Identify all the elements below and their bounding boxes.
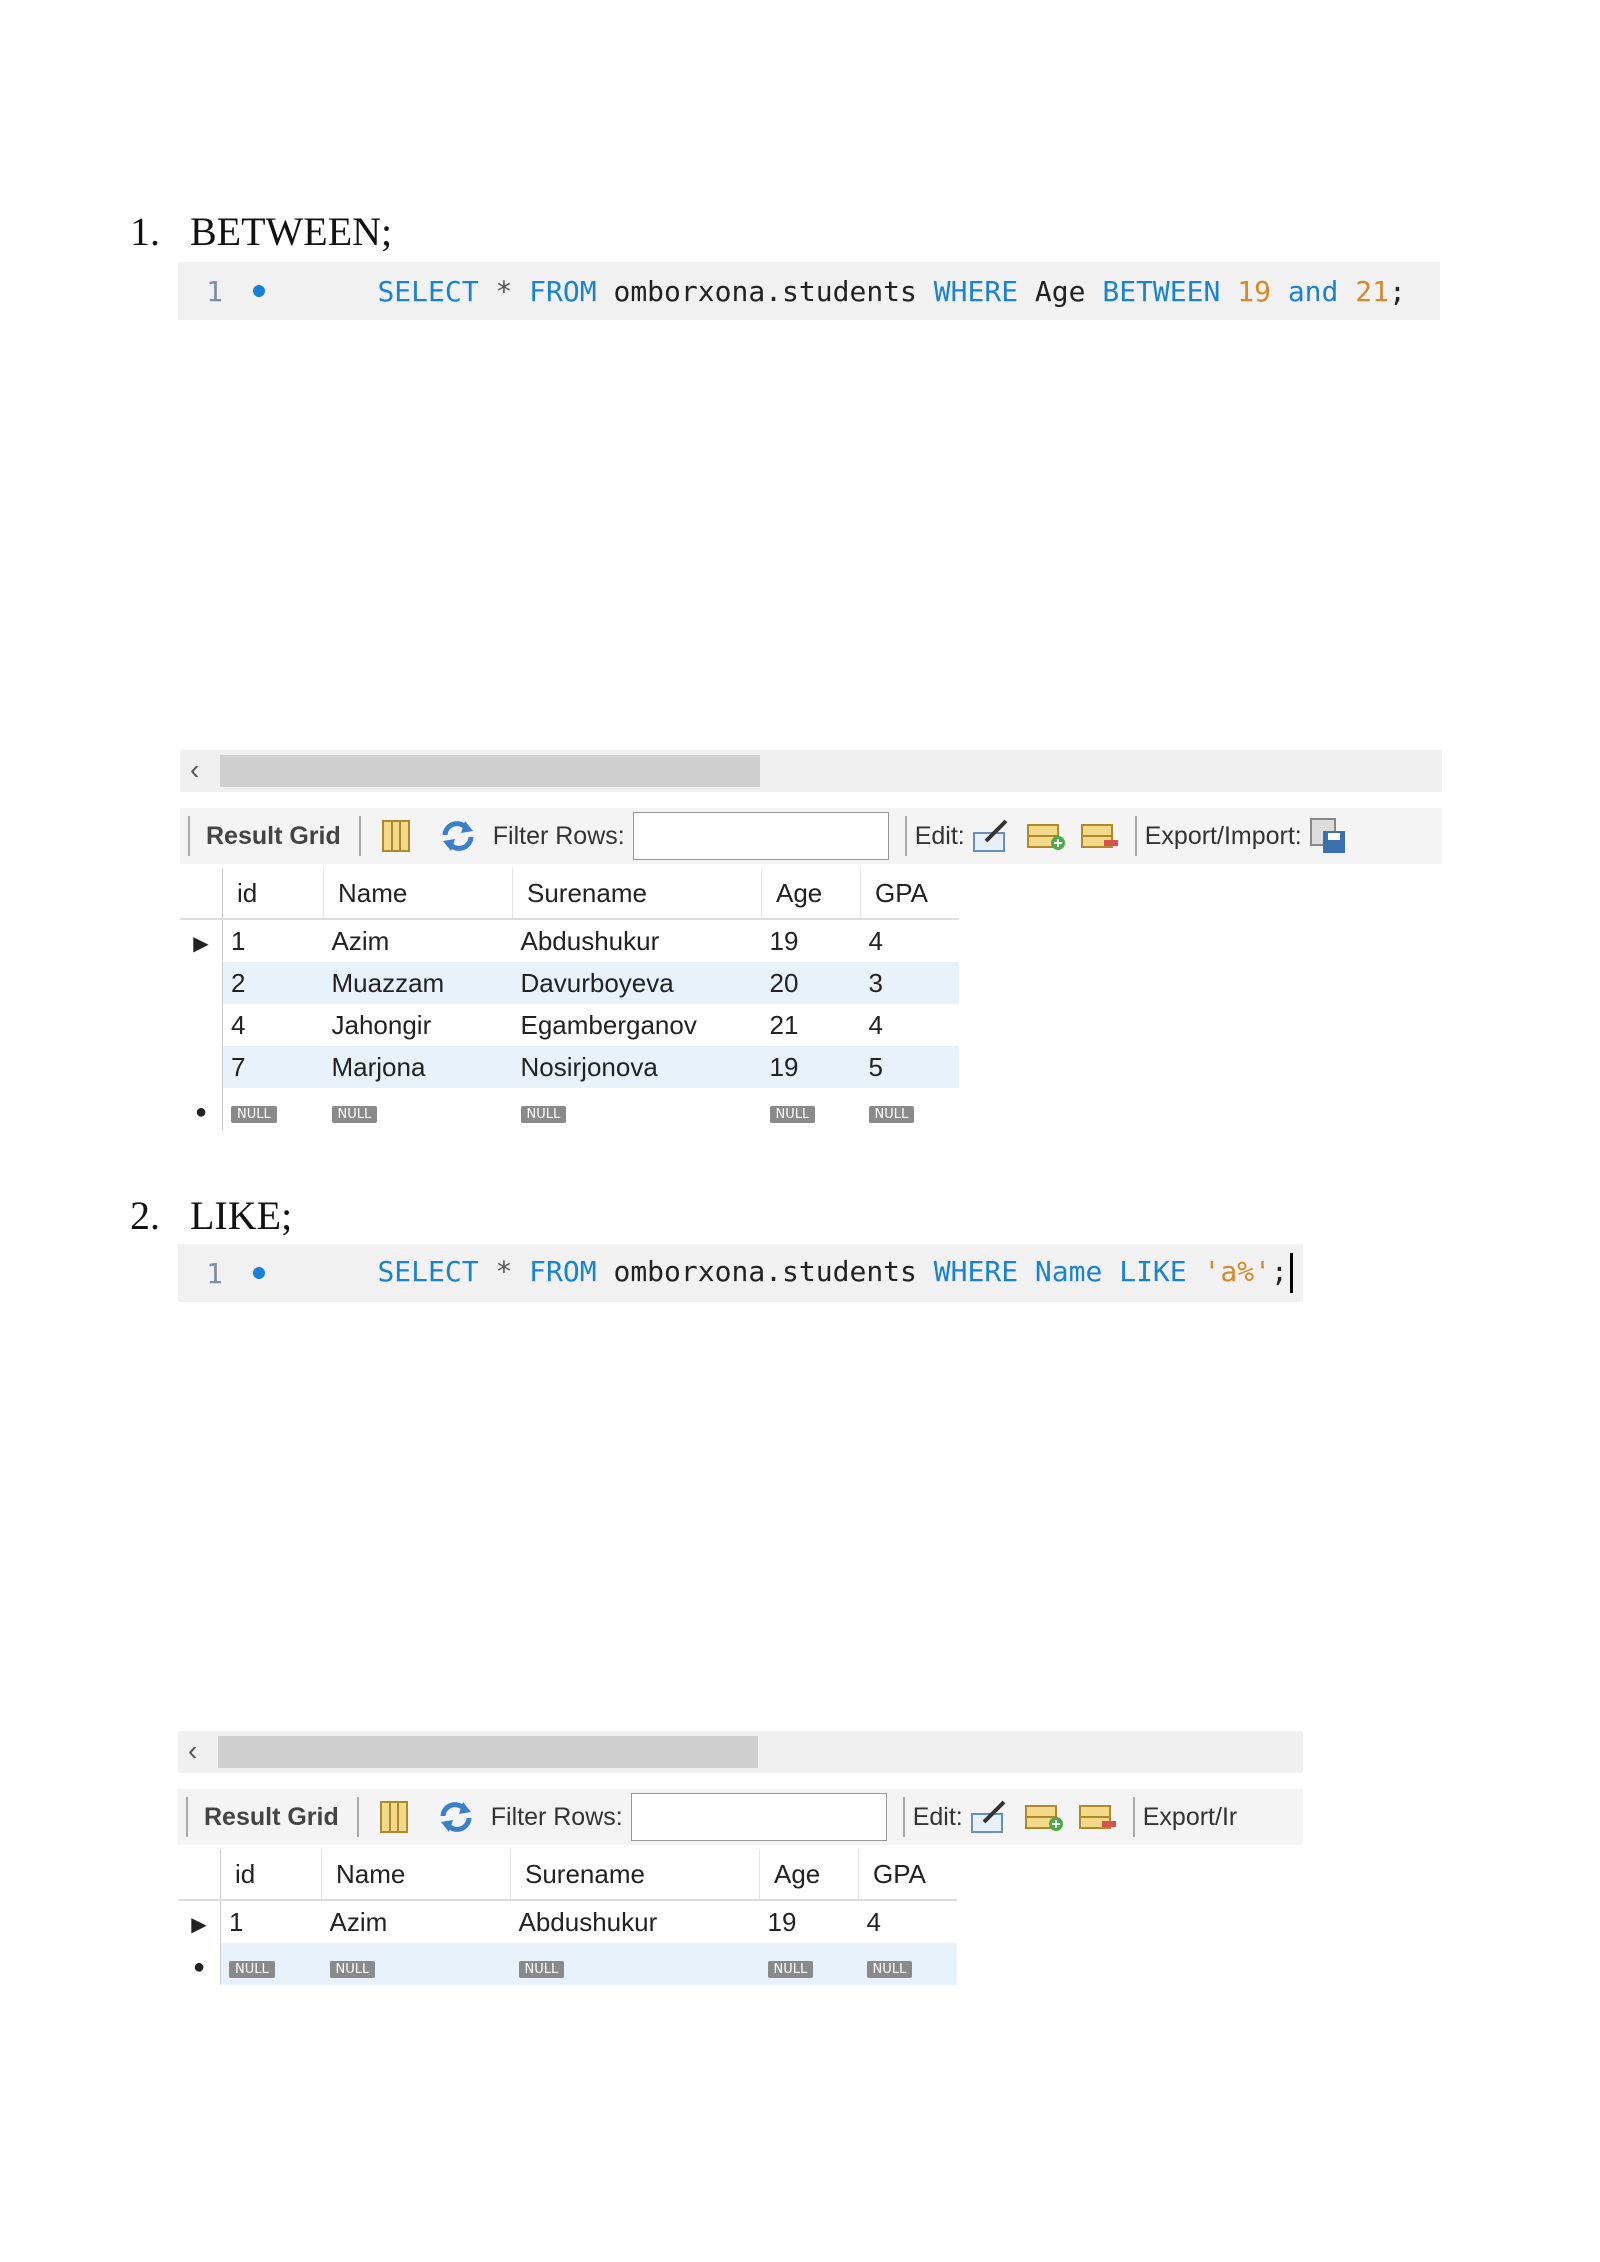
- filter-rows-label: Filter Rows:: [490, 1802, 623, 1831]
- cell-surename[interactable]: Abdushukur: [520, 925, 660, 956]
- sql-keyword: BETWEEN: [1102, 274, 1221, 308]
- current-row-icon: ▶: [180, 919, 223, 962]
- result-toolbar: [178, 1789, 1303, 1845]
- sql-number: 21: [1338, 274, 1389, 308]
- sql-semicolon: ;: [1388, 274, 1406, 308]
- cell-null[interactable]: [324, 1088, 513, 1130]
- heading-text: BETWEEN;: [190, 209, 393, 254]
- cell-surename[interactable]: Davurboyeva: [513, 962, 762, 1004]
- execution-dot-icon: [253, 285, 265, 297]
- cell-null[interactable]: [322, 1943, 511, 1985]
- cell-id[interactable]: 7: [223, 1046, 324, 1088]
- table-row[interactable]: [180, 919, 959, 962]
- column-header-age[interactable]: Age: [760, 1849, 859, 1900]
- column-header-id[interactable]: id: [221, 1849, 322, 1900]
- new-row[interactable]: [178, 1943, 957, 1985]
- filter-rows-label: Filter Rows:: [492, 821, 625, 850]
- list-number: 2.: [130, 1193, 160, 1238]
- edit-label: Edit:: [914, 821, 965, 850]
- cell-name[interactable]: Azim: [331, 925, 390, 956]
- cell-surename[interactable]: Nosirjonova: [513, 1046, 762, 1088]
- cell-gpa[interactable]: 4: [868, 925, 883, 956]
- column-header-surename[interactable]: Surename: [513, 868, 762, 919]
- sql-space: [1187, 1255, 1204, 1288]
- table-header-row: [178, 1849, 957, 1900]
- execution-dot-icon: [253, 1267, 265, 1279]
- delete-row-icon[interactable]: [1079, 816, 1121, 856]
- line-number: 1: [206, 274, 223, 308]
- column-header-name[interactable]: Name: [322, 1849, 511, 1900]
- list-number: 1.: [130, 209, 160, 254]
- line-number: 1: [206, 1256, 223, 1290]
- column-header-gpa[interactable]: GPA: [861, 868, 960, 919]
- refresh-icon[interactable]: [435, 1797, 477, 1837]
- scroll-thumb[interactable]: [220, 755, 760, 787]
- cell-gpa[interactable]: 5: [861, 1046, 960, 1088]
- column-header-age[interactable]: Age: [762, 868, 861, 919]
- table-row[interactable]: [180, 1046, 959, 1088]
- table-row[interactable]: [180, 962, 959, 1004]
- null-badge: NULL: [332, 1106, 378, 1123]
- text-cursor: [1290, 1253, 1293, 1293]
- grid-toggle-icon[interactable]: [375, 816, 417, 856]
- null-badge: NULL: [768, 1961, 814, 1978]
- sql-operator: *: [478, 274, 530, 308]
- row-gutter: [180, 1046, 223, 1088]
- new-row-icon: ●: [180, 1088, 223, 1130]
- result-grid-tab[interactable]: Result Grid: [206, 821, 341, 850]
- sql-identifier: omborxona.students: [596, 1255, 934, 1288]
- cell-null[interactable]: [859, 1943, 958, 1985]
- grid-toggle-icon[interactable]: [373, 1797, 415, 1837]
- export-import-label: Export/Ir: [1142, 1802, 1238, 1831]
- divider: [359, 816, 361, 856]
- horizontal-scrollbar[interactable]: [178, 1731, 1303, 1773]
- result-grid-tab[interactable]: Result Grid: [204, 1802, 339, 1831]
- delete-row-icon[interactable]: [1077, 1797, 1119, 1837]
- cell-name[interactable]: Azim: [329, 1906, 388, 1937]
- divider: [905, 816, 907, 856]
- cell-null[interactable]: [513, 1088, 762, 1130]
- cell-id[interactable]: 1: [229, 1906, 244, 1937]
- null-badge: NULL: [231, 1106, 277, 1123]
- edit-row-icon[interactable]: [969, 1797, 1011, 1837]
- result-table: [178, 1849, 957, 1985]
- column-header-surename[interactable]: Surename: [511, 1849, 760, 1900]
- sql-code: [310, 1220, 1293, 1326]
- new-row[interactable]: [180, 1088, 959, 1130]
- filter-rows-input[interactable]: [631, 1793, 887, 1841]
- sql-keyword: and: [1287, 274, 1339, 308]
- cell-age[interactable]: 19: [762, 1046, 861, 1088]
- sql-keyword: LIKE: [1119, 1255, 1187, 1288]
- refresh-icon[interactable]: [437, 816, 479, 856]
- cell-null[interactable]: [221, 1943, 322, 1985]
- scroll-left-icon[interactable]: ‹: [190, 754, 200, 785]
- cell-age[interactable]: 19: [767, 1906, 797, 1937]
- sql-identifier: omborxona.students: [596, 274, 934, 308]
- cell-null[interactable]: [760, 1943, 859, 1985]
- add-row-icon[interactable]: [1025, 816, 1067, 856]
- result-toolbar: [180, 808, 1442, 864]
- row-gutter: [180, 1004, 223, 1046]
- add-row-icon[interactable]: [1023, 1797, 1065, 1837]
- sql-keyword: WHERE: [933, 1255, 1019, 1288]
- cell-id[interactable]: 2: [223, 962, 324, 1004]
- table-row[interactable]: [178, 1900, 957, 1943]
- sql-column: Name: [1018, 1255, 1120, 1288]
- null-badge: NULL: [869, 1106, 915, 1123]
- null-badge: NULL: [521, 1106, 567, 1123]
- cell-id[interactable]: 4: [231, 1009, 246, 1040]
- null-badge: NULL: [867, 1961, 913, 1978]
- heading-text: LIKE;: [190, 1193, 293, 1238]
- cell-null[interactable]: [223, 1088, 324, 1130]
- scroll-left-icon[interactable]: ‹: [188, 1735, 198, 1766]
- divider: [357, 1797, 359, 1837]
- cell-null[interactable]: [511, 1943, 760, 1985]
- section-heading-like: [130, 1192, 292, 1239]
- cell-id[interactable]: 1: [231, 925, 246, 956]
- sql-keyword: FROM: [529, 274, 597, 308]
- null-badge: NULL: [519, 1961, 565, 1978]
- row-gutter: [180, 962, 223, 1004]
- sql-editor-between[interactable]: [178, 262, 1440, 320]
- sql-code: [310, 242, 1406, 341]
- cell-name[interactable]: Jahongir: [331, 1009, 432, 1040]
- edit-label: Edit:: [912, 1802, 963, 1831]
- cell-null[interactable]: [861, 1088, 960, 1130]
- column-header-gpa[interactable]: GPA: [859, 1849, 958, 1900]
- sql-keyword: SELECT: [377, 1255, 479, 1288]
- scroll-thumb[interactable]: [218, 1736, 758, 1768]
- export-icon[interactable]: [1308, 816, 1350, 856]
- divider: [186, 1797, 188, 1837]
- horizontal-scrollbar[interactable]: [180, 750, 1442, 792]
- column-header-name[interactable]: Name: [324, 868, 513, 919]
- cell-surename[interactable]: Abdushukur: [518, 1906, 658, 1937]
- cell-name[interactable]: Marjona: [324, 1046, 513, 1088]
- sql-keyword: WHERE: [933, 274, 1019, 308]
- cell-null[interactable]: [762, 1088, 861, 1130]
- sql-number: 19: [1220, 274, 1288, 308]
- sql-keyword: SELECT: [377, 274, 479, 308]
- cell-age[interactable]: 21: [769, 1009, 799, 1040]
- table-header-row: [180, 868, 959, 919]
- gutter-header: [180, 868, 223, 919]
- sql-operator: *: [478, 1255, 530, 1288]
- cell-age[interactable]: 19: [769, 925, 799, 956]
- result-panel-between: [180, 750, 1442, 1130]
- table-row[interactable]: [180, 1004, 959, 1046]
- gutter-header: [178, 1849, 221, 1900]
- sql-keyword: FROM: [529, 1255, 597, 1288]
- current-row-icon: ▶: [178, 1900, 221, 1943]
- result-panel-like: [178, 1731, 1303, 1991]
- divider: [1135, 816, 1137, 856]
- sql-identifier: Age: [1018, 274, 1103, 308]
- cell-gpa[interactable]: 3: [861, 962, 960, 1004]
- divider: [903, 1797, 905, 1837]
- divider: [1133, 1797, 1135, 1837]
- cell-age[interactable]: 20: [762, 962, 861, 1004]
- filter-rows-input[interactable]: [633, 812, 889, 860]
- edit-row-icon[interactable]: [971, 816, 1013, 856]
- divider: [188, 816, 190, 856]
- sql-editor-like[interactable]: [178, 1244, 1303, 1302]
- null-badge: NULL: [229, 1961, 275, 1978]
- cell-gpa[interactable]: 4: [868, 1009, 883, 1040]
- sql-string: 'a%': [1203, 1255, 1271, 1288]
- cell-gpa[interactable]: 4: [866, 1906, 881, 1937]
- result-table: [180, 868, 959, 1130]
- new-row-icon: ●: [178, 1943, 221, 1985]
- null-badge: NULL: [330, 1961, 376, 1978]
- null-badge: NULL: [770, 1106, 816, 1123]
- column-header-id[interactable]: id: [223, 868, 324, 919]
- sql-semicolon: ;: [1270, 1255, 1288, 1288]
- cell-surename[interactable]: Egamberganov: [520, 1009, 697, 1040]
- cell-name[interactable]: Muazzam: [324, 962, 513, 1004]
- export-import-label: Export/Import:: [1144, 821, 1302, 850]
